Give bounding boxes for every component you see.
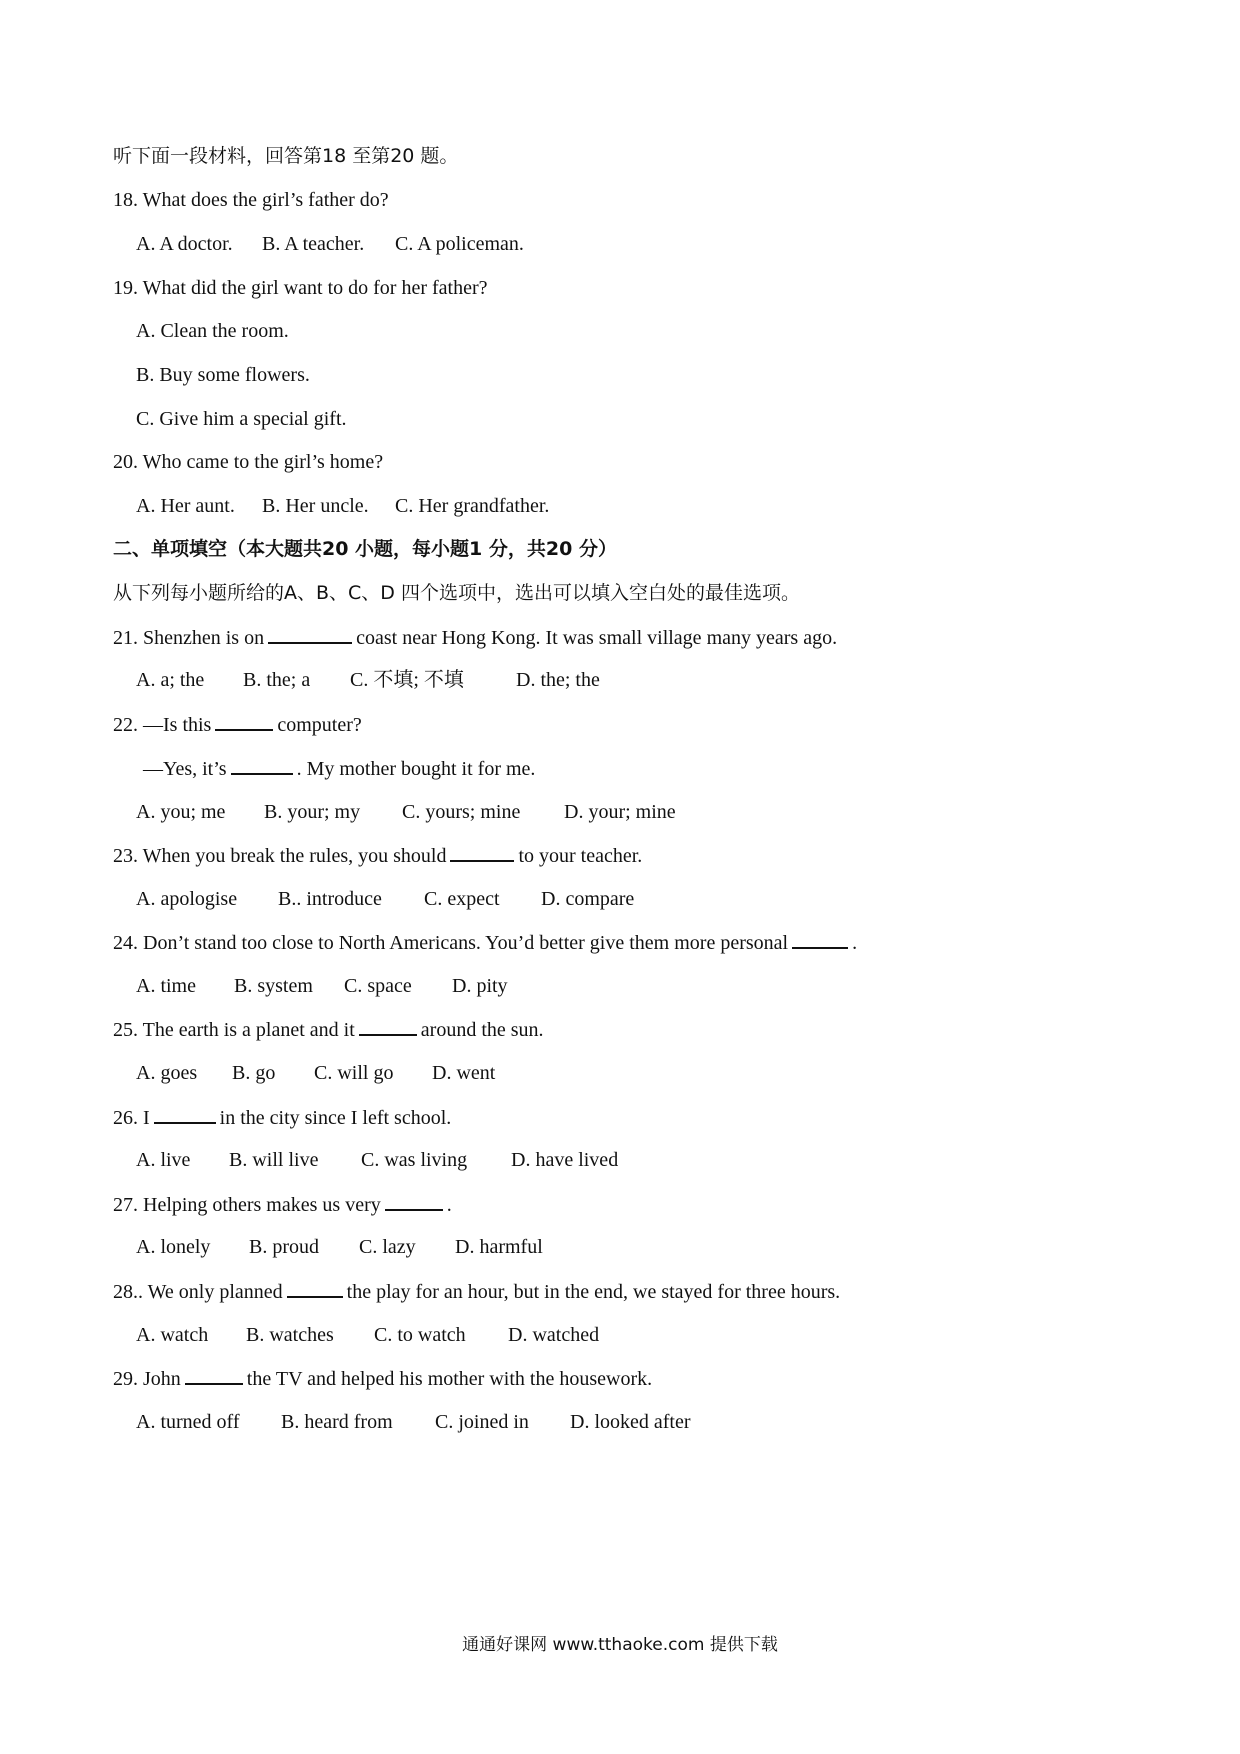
question-25-text-post: around the sun.: [420, 1019, 544, 1041]
question-25: [113, 1016, 544, 1043]
question-22-reply-post: . My mother bought it for me.: [296, 758, 536, 780]
question-19-option-a: A. Clean the room.: [136, 320, 289, 342]
option-a: A. A doctor.: [136, 233, 233, 255]
question-23-text-pre: 23. When you break the rules, you should: [113, 845, 447, 867]
question-20: 20. Who came to the girl’s home?: [113, 451, 384, 473]
answer-blank: [359, 1016, 417, 1036]
answer-blank: [450, 842, 514, 862]
question-23: [113, 842, 642, 869]
option-c: C. A policeman.: [395, 233, 524, 255]
question-29-text-pre: 29. John: [113, 1368, 181, 1390]
option-c: C. 不填; 不填: [350, 669, 464, 691]
option-d: D. your; mine: [564, 801, 676, 823]
question-18-options: [136, 231, 524, 257]
question-22-reply-pre: —Yes, it’s: [143, 758, 227, 780]
option-a: A. lonely: [136, 1236, 211, 1258]
question-19-option-b: B. Buy some flowers.: [136, 364, 310, 386]
option-a: A. goes: [136, 1062, 198, 1084]
option-b: B. the; a: [243, 669, 311, 691]
option-c: C. yours; mine: [402, 801, 521, 823]
option-d: D. pity: [452, 975, 508, 997]
option-c: C. will go: [314, 1062, 394, 1084]
question-21-options: [136, 667, 600, 693]
question-20-options: [136, 493, 549, 519]
option-a: A. apologise: [136, 888, 238, 910]
answer-blank: [154, 1104, 216, 1124]
option-b: B. will live: [229, 1149, 319, 1171]
question-26-text-post: in the city since I left school.: [219, 1107, 452, 1129]
question-26-text-pre: 26. I: [113, 1107, 150, 1129]
question-22-line-1: [113, 711, 362, 738]
question-22-line-2: [143, 755, 535, 782]
option-b: B. proud: [249, 1236, 319, 1258]
question-28-text-pre: 28.. We only planned: [113, 1281, 283, 1303]
option-d: D. compare: [541, 888, 635, 910]
option-c: C. expect: [424, 888, 500, 910]
question-24-text-pre: 24. Don’t stand too close to North Americans. You’d better give them more personal: [113, 932, 789, 954]
option-a: A. live: [136, 1149, 191, 1171]
listening-instruction: 听下面一段材料，回答第18 至第20 题。: [113, 145, 459, 167]
question-21: [113, 624, 837, 651]
answer-blank: [231, 755, 293, 775]
question-24: [113, 929, 857, 956]
question-29: [113, 1365, 652, 1392]
option-c: C. to watch: [374, 1324, 466, 1346]
page-footer: 通通好课网 www.tthaoke.com 提供下载: [462, 1635, 778, 1655]
option-d: D. looked after: [570, 1411, 691, 1433]
option-b: B. go: [232, 1062, 276, 1084]
question-21-text-pre: 21. Shenzhen is on: [113, 627, 265, 649]
option-b: B. watches: [246, 1324, 334, 1346]
option-c: C. joined in: [435, 1411, 529, 1433]
question-29-options: [136, 1409, 691, 1435]
question-28: [113, 1278, 840, 1305]
question-28-text-post: the play for an hour, but in the end, we stayed for three hours.: [346, 1281, 841, 1303]
question-24-options: [136, 973, 508, 999]
answer-blank: [268, 624, 352, 644]
option-b: B. A teacher.: [262, 233, 365, 255]
option-b: B. heard from: [281, 1411, 393, 1433]
option-d: D. the; the: [516, 669, 600, 691]
option-a: A. you; me: [136, 801, 226, 823]
option-b: B. system: [234, 975, 313, 997]
question-19: 19. What did the girl want to do for her father?: [113, 277, 488, 299]
option-c: C. Her grandfather.: [395, 495, 550, 517]
section-2-instruction: 从下列每小题所给的A、B、C、D 四个选项中，选出可以填入空白处的最佳选项。: [113, 582, 800, 604]
question-27-text-post: .: [446, 1194, 452, 1216]
option-c: C. was living: [361, 1149, 468, 1171]
option-d: D. have lived: [511, 1149, 619, 1171]
option-a: A. a; the: [136, 669, 205, 691]
option-a: A. watch: [136, 1324, 209, 1346]
question-28-options: [136, 1322, 599, 1348]
question-26-options: [136, 1147, 618, 1173]
question-18: 18. What does the girl’s father do?: [113, 189, 389, 211]
question-27-text-pre: 27. Helping others makes us very: [113, 1194, 381, 1216]
option-c: C. lazy: [359, 1236, 416, 1258]
question-22-options: [136, 799, 676, 825]
option-a: A. Her aunt.: [136, 495, 235, 517]
question-21-text-post: coast near Hong Kong. It was small village many years ago.: [356, 627, 838, 649]
question-19-option-c: C. Give him a special gift.: [136, 408, 347, 430]
question-25-text-pre: 25. The earth is a planet and it: [113, 1019, 355, 1041]
question-23-text-post: to your teacher.: [518, 845, 643, 867]
question-27-options: [136, 1234, 543, 1260]
answer-blank: [287, 1278, 343, 1298]
question-24-text-post: .: [852, 932, 858, 954]
question-29-text-post: the TV and helped his mother with the housework.: [246, 1368, 653, 1390]
option-a: A. time: [136, 975, 196, 997]
option-d: D. harmful: [455, 1236, 543, 1258]
answer-blank: [385, 1191, 443, 1211]
question-25-options: [136, 1060, 495, 1086]
question-22-text-pre: 22. —Is this: [113, 714, 212, 736]
question-27: [113, 1191, 452, 1218]
option-a: A. turned off: [136, 1411, 240, 1433]
option-d: D. watched: [508, 1324, 600, 1346]
answer-blank: [215, 711, 273, 731]
option-c: C. space: [344, 975, 412, 997]
option-d: D. went: [432, 1062, 496, 1084]
option-b: B. Her uncle.: [262, 495, 369, 517]
question-26: [113, 1104, 451, 1131]
answer-blank: [185, 1365, 243, 1385]
question-22-text-post: computer?: [277, 714, 362, 736]
option-b: B.. introduce: [278, 888, 382, 910]
section-2-title: 二、单项填空（本大题共20 小题，每小题1 分，共20 分）: [113, 538, 617, 560]
option-b: B. your; my: [264, 801, 361, 823]
answer-blank: [792, 929, 848, 949]
question-23-options: [136, 886, 634, 912]
